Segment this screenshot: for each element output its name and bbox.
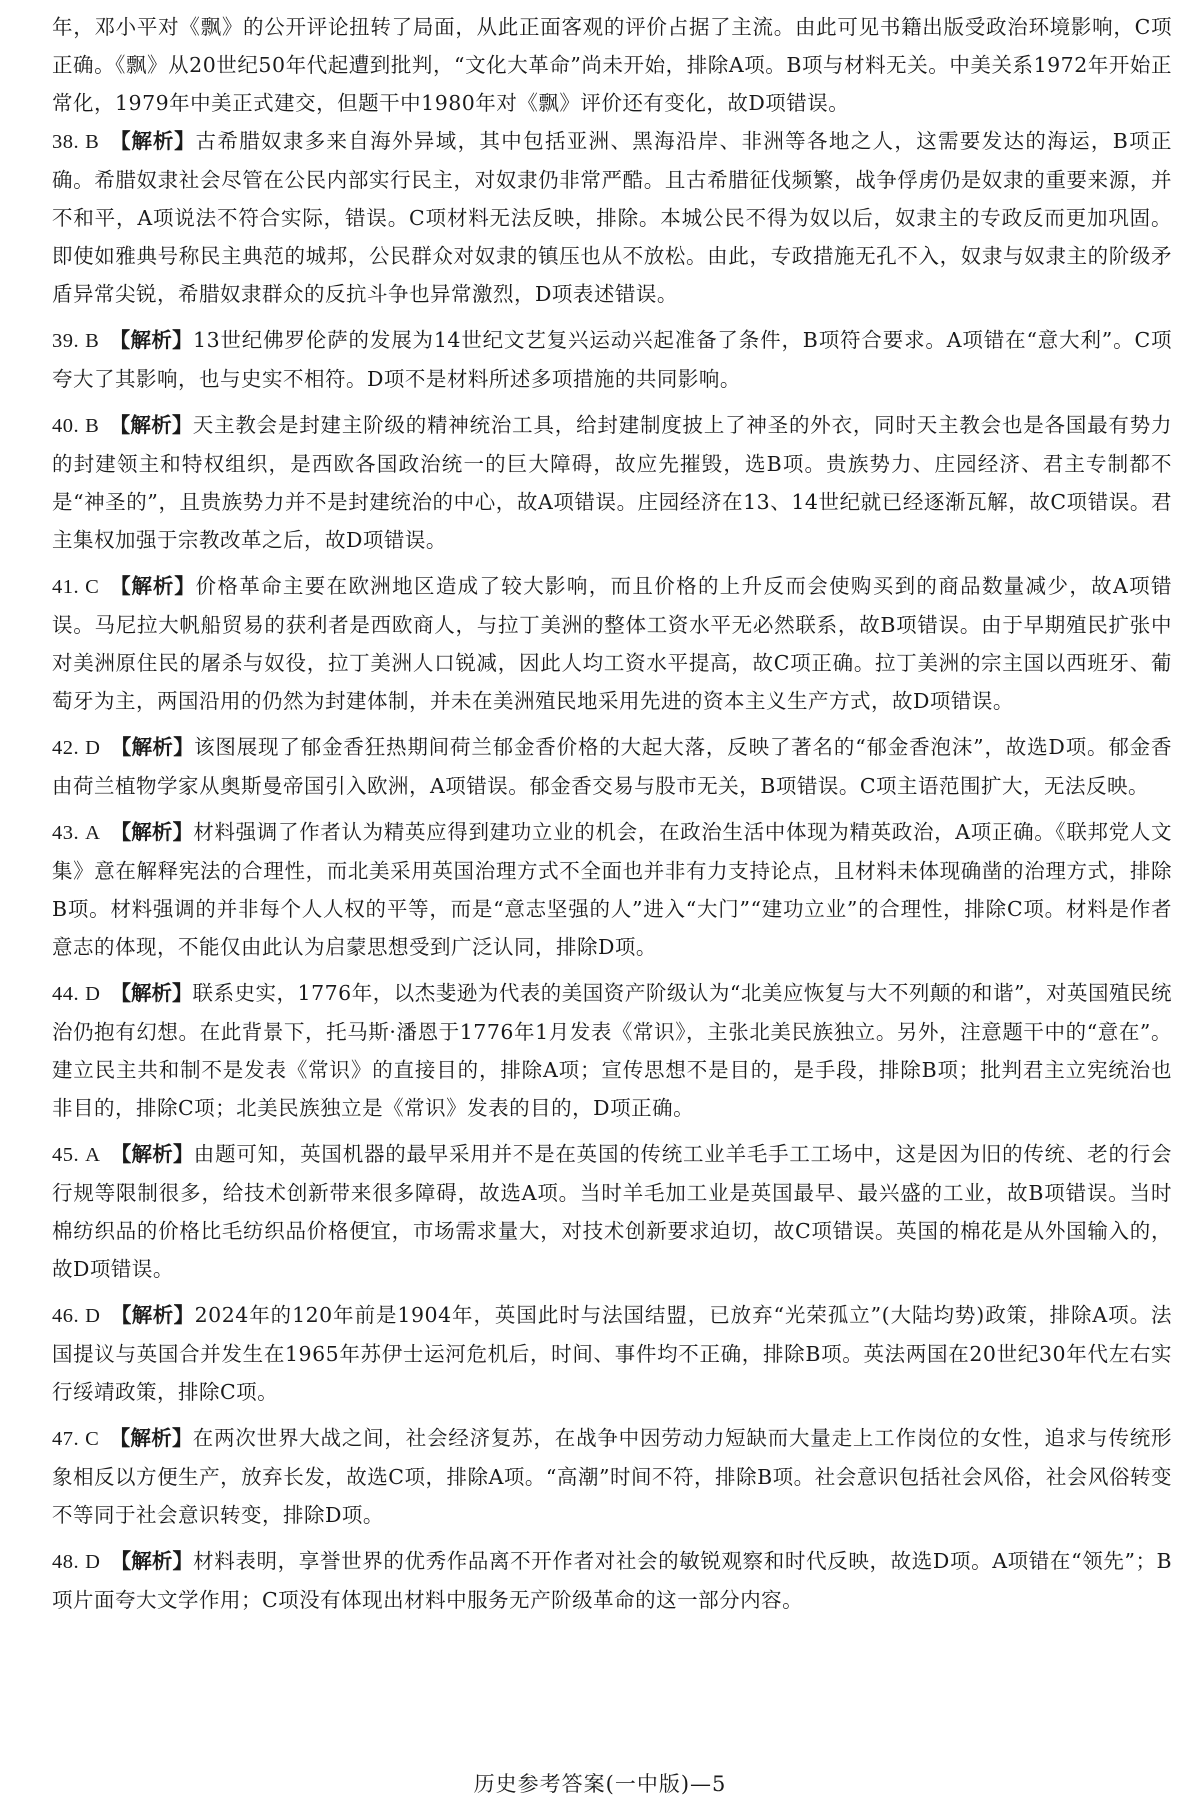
answer-content	[52, 8, 1172, 1627]
answer-letter: A	[85, 822, 101, 844]
analysis-text: 联系史实，1776年，以杰斐逊为代表的美国资产阶级认为“北美应恢复与大不列颠的和谐”，对英国殖民统治仍抱有幻想。在此背景下，托马斯·潘恩于1776年1月发表《常识》，主张北美民族独立。另外，注意题干中的“意在”。建立民主共和制不是发表《常识》的直接目的，排除A项；宣传思想不是目的，是手段，排除B项；批判君主立宪统治也非目的，排除C项；北美民族独立是《常识》发表的目的，D项正确。	[52, 981, 1172, 1120]
analysis-tag: 【解析】	[109, 413, 193, 437]
analysis-tag: 【解析】	[110, 1549, 194, 1573]
analysis-tag: 【解析】	[109, 328, 194, 352]
question-number: 48.	[52, 1551, 80, 1573]
answer-item	[52, 728, 1172, 805]
analysis-tag: 【解析】	[109, 574, 196, 598]
question-number: 47.	[52, 1428, 80, 1450]
answer-letter: C	[85, 1428, 100, 1450]
question-number: 41.	[52, 576, 80, 598]
answer-items	[52, 122, 1172, 1619]
analysis-tag: 【解析】	[110, 820, 194, 844]
answer-letter: B	[85, 330, 100, 352]
question-number: 44.	[52, 983, 80, 1005]
answer-letter: D	[85, 983, 101, 1005]
answer-item	[52, 813, 1172, 966]
analysis-text: 材料表明，享誉世界的优秀作品离不开作者对社会的敏锐观察和时代反映，故选D项。A项错在“领先”；B项片面夸大文学作用；C项没有体现出材料中服务无产阶级革命的这一部分内容。	[52, 1549, 1173, 1612]
answer-letter: B	[85, 415, 100, 437]
answer-item	[52, 1296, 1172, 1411]
analysis-tag: 【解析】	[110, 1303, 195, 1327]
analysis-text: 由题可知，英国机器的最早采用并不是在英国的传统工业羊毛手工工场中，这是因为旧的传统、老的行会行规等限制很多，给技术创新带来很多障碍，故选A项。当时羊毛加工业是英国最早、最兴盛的工业，故B项错误。当时棉纺织品的价格比毛纺织品价格便宜，市场需求量大，对技术创新要求迫切，故C项错误。英国的棉花是从外国输入的，故D项错误。	[52, 1142, 1173, 1281]
analysis-text: 13世纪佛罗伦萨的发展为14世纪文艺复兴运动兴起准备了条件，B项符合要求。A项错在“意大利”。C项夸大了其影响，也与史实不相符。D项不是材料所述多项措施的共同影响。	[52, 328, 1172, 391]
question-number: 42.	[52, 737, 80, 759]
analysis-text: 2024年的120年前是1904年，英国此时与法国结盟，已放弃“光荣孤立”(大陆均势)政策，排除A项。法国提议与英国合并发生在1965年苏伊士运河危机后，时间、事件均不正确，排除B项。英法两国在20世纪30年代左右实行绥靖政策，排除C项。	[52, 1303, 1173, 1404]
answer-item	[52, 1419, 1172, 1534]
question-number: 40.	[52, 415, 80, 437]
analysis-tag: 【解析】	[109, 129, 196, 153]
answer-item	[52, 567, 1172, 720]
question-number: 43.	[52, 822, 80, 844]
analysis-tag: 【解析】	[110, 981, 193, 1005]
answer-letter: C	[85, 576, 100, 598]
analysis-tag: 【解析】	[110, 1142, 194, 1166]
analysis-text: 古希腊奴隶多来自海外异域，其中包括亚洲、黑海沿岸、非洲等各地之人，这需要发达的海运，B项正确。希腊奴隶社会尽管在公民内部实行民主，对奴隶仍非常严酷。且古希腊征伐频繁，战争俘虏仍是奴隶的重要来源，并不和平，A项说法不符合实际，错误。C项材料无法反映，排除。本城公民不得为奴以后，奴隶主的专政反而更加巩固。即使如雅典号称民主典范的城邦，公民群众对奴隶的镇压也从不放松。由此，专政措施无孔不入，奴隶与奴隶主的阶级矛盾异常尖锐，希腊奴隶群众的反抗斗争也异常激烈，D项表述错误。	[52, 129, 1173, 306]
analysis-text: 在两次世界大战之间，社会经济复苏，在战争中因劳动力短缺而大量走上工作岗位的女性，追求与传统形象相反以方便生产，放弃长发，故选C项，排除A项。“高潮”时间不符，排除B项。社会意识包括社会风俗，社会风俗转变不等同于社会意识转变，排除D项。	[52, 1426, 1172, 1527]
answer-letter: D	[85, 737, 101, 759]
lead-paragraph: 年，邓小平对《飘》的公开评论扭转了局面，从此正面客观的评价占据了主流。由此可见书籍出版受政治环境影响，C项正确。《飘》从20世纪50年代起遭到批判，“文化大革命”尚未开始，排除A项。B项与材料无关。中美关系1972年开始正常化，1979年中美正式建交，但题干中1980年对《飘》评价还有变化，故D项错误。	[52, 15, 1172, 115]
answer-item	[52, 1135, 1172, 1288]
question-number: 46.	[52, 1305, 80, 1327]
analysis-text: 价格革命主要在欧洲地区造成了较大影响，而且价格的上升反而会使购买到的商品数量减少，故A项错误。马尼拉大帆船贸易的获利者是西欧商人，与拉丁美洲的整体工资水平无必然联系，故B项错误。由于早期殖民扩张中对美洲原住民的屠杀与奴役，拉丁美洲人口锐减，因此人均工资水平提高，故C项正确。拉丁美洲的宗主国以西班牙、葡萄牙为主，两国沿用的仍然为封建体制，并未在美洲殖民地采用先进的资本主义生产方式，故D项错误。	[52, 574, 1173, 713]
page-footer: 历史参考答案(一中版)—5	[473, 1772, 727, 1796]
analysis-tag: 【解析】	[110, 735, 195, 759]
answer-letter: D	[85, 1305, 101, 1327]
question-number: 45.	[52, 1144, 80, 1166]
answer-letter: B	[85, 131, 100, 153]
answer-item	[52, 974, 1172, 1127]
analysis-text: 材料强调了作者认为精英应得到建功立业的机会，在政治生活中体现为精英政治，A项正确。《联邦党人文集》意在解释宪法的合理性，而北美采用英国治理方式不全面也并非有力支持论点，且材料未体现确凿的治理方式，排除B项。材料强调的并非每个人人权的平等，而是“意志坚强的人”进入“大门”“建功立业”的合理性，排除C项。材料是作者意志的体现，不能仅由此认为启蒙思想受到广泛认同，排除D项。	[52, 820, 1172, 959]
answer-item	[52, 406, 1172, 559]
answer-item	[52, 1542, 1172, 1619]
answer-item	[52, 122, 1172, 313]
question-number: 39.	[52, 330, 80, 352]
answer-letter: A	[85, 1144, 101, 1166]
analysis-text: 该图展现了郁金香狂热期间荷兰郁金香价格的大起大落，反映了著名的“郁金香泡沫”，故选D项。郁金香由荷兰植物学家从奥斯曼帝国引入欧洲，A项错误。郁金香交易与股市无关，B项错误。C项主语范围扩大，无法反映。	[52, 735, 1172, 798]
analysis-text: 天主教会是封建主阶级的精神统治工具，给封建制度披上了神圣的外衣，同时天主教会也是各国最有势力的封建领主和特权组织，是西欧各国政治统一的巨大障碍，故应先摧毁，选B项。贵族势力、庄园经济、君主专制都不是“神圣的”，且贵族势力并不是封建统治的中心，故A项错误。庄园经济在13、14世纪就已经逐渐瓦解，故C项错误。君主集权加强于宗教改革之后，故D项错误。	[52, 413, 1172, 552]
answer-letter: D	[85, 1551, 101, 1573]
analysis-tag: 【解析】	[109, 1426, 193, 1450]
answer-item	[52, 321, 1172, 398]
question-number: 38.	[52, 131, 80, 153]
